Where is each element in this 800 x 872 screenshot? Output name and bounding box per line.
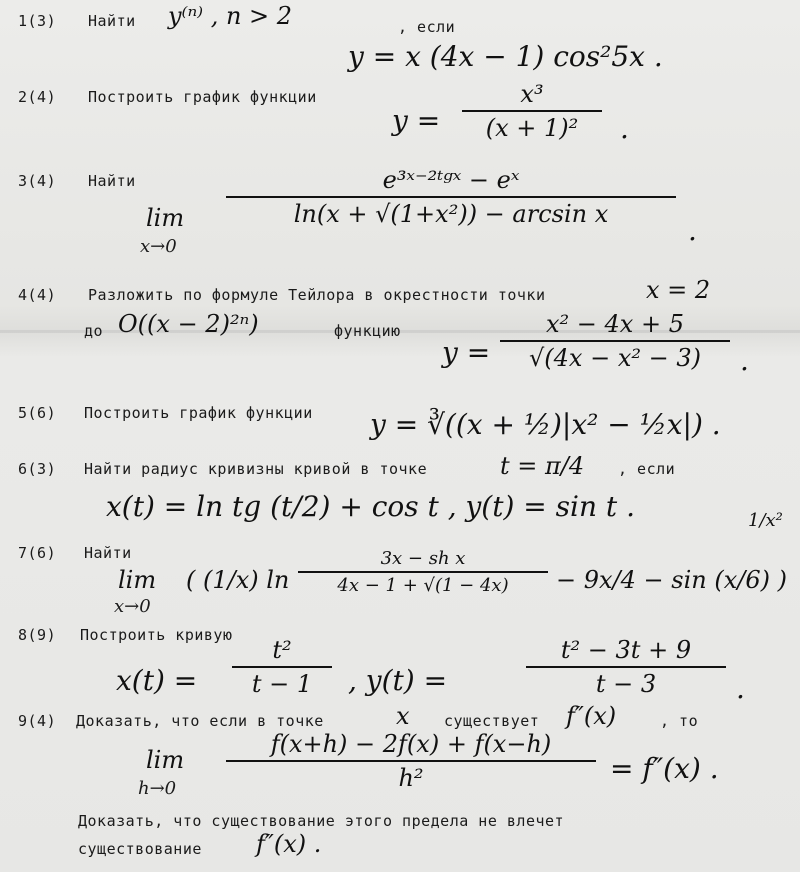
problem-7-fraction <box>298 548 548 596</box>
problem-6-point: t = π/4 <box>500 452 585 480</box>
period-mark: . <box>736 672 745 705</box>
problem-9-text: Доказать, что если в точке <box>76 712 324 730</box>
problem-3-lim: lim <box>146 204 185 232</box>
problem-7-left: ( (1/x) ln <box>186 566 290 594</box>
problem-4-text: Разложить по формуле Тейлора в окрестности точки <box>88 286 546 304</box>
problem-3-numerator: e³ˣ⁻²ᵗᵍˣ − eˣ <box>382 166 520 194</box>
problem-9-denominator: h² <box>398 764 424 792</box>
problem-5-number: 5(6) <box>18 404 57 422</box>
problem-9-number: 9(4) <box>18 712 57 730</box>
problem-1-derivative: y⁽ⁿ⁾ , n > 2 <box>168 2 293 30</box>
problem-8-x-fraction <box>232 636 332 698</box>
problem-5-text: Построить график функции <box>84 404 313 422</box>
problem-9-lim: lim <box>146 746 185 774</box>
final-fpp: f″(x) . <box>256 830 322 858</box>
problem-8-y-denominator: t − 3 <box>595 670 657 698</box>
problem-4-text3: функцию <box>334 322 401 340</box>
problem-4-text2: до <box>84 322 104 340</box>
problem-9-result: = f″(x) . <box>610 752 719 785</box>
problem-3-fraction <box>226 166 676 228</box>
problem-4-denominator: √(4x − x² − 3) <box>529 344 701 372</box>
problem-4-numerator: x² − 4x + 5 <box>546 310 684 338</box>
problem-9-fpp: f″(x) <box>566 702 617 730</box>
problem-3-denominator: ln(x + √(1+x²)) − arcsin x <box>293 200 609 228</box>
problem-1-number: 1(3) <box>18 12 57 30</box>
problem-4-o-term: O((x − 2)²ⁿ) <box>118 310 259 338</box>
problem-2-y: y = <box>392 104 441 137</box>
problem-9-fraction <box>226 730 596 792</box>
problem-7-lim: lim <box>118 566 157 594</box>
problem-9-lim-under: h→0 <box>138 778 177 799</box>
problem-9-numerator: f(x+h) − 2f(x) + f(x−h) <box>270 730 552 758</box>
problem-3-lim-under: x→0 <box>140 236 177 257</box>
problem-6-text: Найти радиус кривизны кривой в точке <box>84 460 428 478</box>
problem-5-function: y = ∛((x + ½)|x² − ½x|) . <box>370 408 721 441</box>
problem-3-text: Найти <box>88 172 136 190</box>
problem-4-fraction <box>500 310 730 372</box>
problem-4-point: x = 2 <box>646 276 711 304</box>
problem-2-number: 2(4) <box>18 88 57 106</box>
problem-8-x: x(t) = <box>116 664 198 697</box>
problem-8-x-denominator: t − 1 <box>251 670 313 698</box>
final-line-2: существование <box>78 840 202 858</box>
problem-1-text: Найти <box>88 12 136 30</box>
problem-3-number: 3(4) <box>18 172 57 190</box>
problem-9-text3: , то <box>660 712 699 730</box>
problem-2-text: Построить график функции <box>88 88 317 106</box>
problem-6-curve: x(t) = ln tg (t/2) + cos t , y(t) = sin t . <box>106 490 635 523</box>
problem-7-lim-under: x→0 <box>114 596 151 617</box>
problem-8-y: , y(t) = <box>348 664 448 697</box>
problem-7-denominator: 4x − 1 + √(1 − 4x) <box>337 575 509 596</box>
problem-4-number: 4(4) <box>18 286 57 304</box>
problem-7-power: 1/x² <box>748 510 783 531</box>
period-mark: . <box>620 112 629 145</box>
problem-2-fraction <box>462 80 602 142</box>
problem-6-extra: , если <box>618 460 676 478</box>
problem-6-number: 6(3) <box>18 460 57 478</box>
problem-8-y-fraction <box>526 636 726 698</box>
problem-1-function: y = x (4x − 1) cos²5x . <box>348 40 663 73</box>
problem-8-y-numerator: t² − 3t + 9 <box>560 636 692 664</box>
problem-7-right: − 9x/4 − sin (x/6) ) <box>556 566 787 594</box>
problem-8-number: 8(9) <box>18 626 57 644</box>
final-line-1: Доказать, что существование этого предела не влечет <box>78 812 565 830</box>
problem-9-x: x <box>396 702 410 730</box>
problem-8-text: Построить кривую <box>80 626 233 644</box>
problem-7-numerator: 3x − sh x <box>380 548 466 569</box>
problem-2-denominator: (x + 1)² <box>485 114 579 142</box>
problem-9-text2: существует <box>444 712 540 730</box>
period-mark: . <box>688 214 697 247</box>
problem-8-x-numerator: t² <box>272 636 292 664</box>
problem-4-y: y = <box>442 336 491 369</box>
problem-2-numerator: x³ <box>520 80 544 108</box>
period-mark: . <box>740 344 749 377</box>
problem-7-number: 7(6) <box>18 544 57 562</box>
problem-1-extra: , если <box>398 18 456 36</box>
problem-7-text: Найти <box>84 544 132 562</box>
